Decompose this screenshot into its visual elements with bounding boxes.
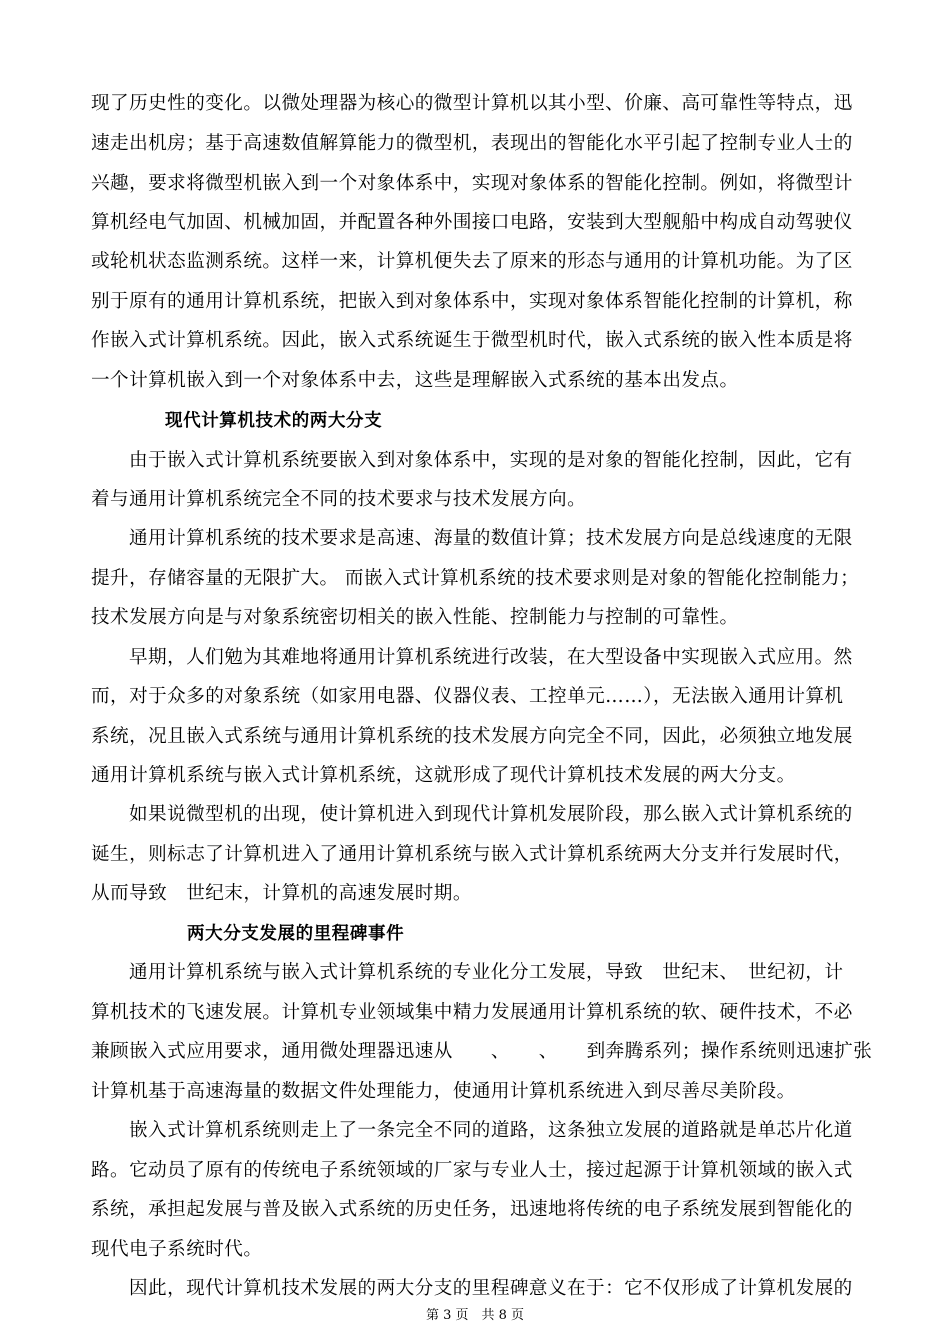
text-line: 兼顾嵌入式应用要求，通用微处理器迅速从 、 、 到奔腾系列；操作系统则迅速扩张	[91, 1041, 873, 1062]
text-line: 或轮机状态监测系统。这样一来，计算机便失去了原来的形态与通用的计算机功能。为了区	[91, 251, 853, 272]
text-line: 算机经电气加固、机械加固，并配置各种外围接口电路，安装到大型舰船中构成自动驾驶仪	[91, 212, 853, 233]
text-line: 如果说微型机的出现，使计算机进入到现代计算机发展阶段，那么嵌入式计算机系统的	[129, 804, 853, 825]
text-line: 从而导致 世纪末，计算机的高速发展时期。	[91, 883, 472, 904]
section-heading: 现代计算机技术的两大分支	[165, 411, 383, 431]
text-line: 系统，况且嵌入式系统与通用计算机系统的技术发展方向完全不同，因此，必须独立地发展	[91, 726, 853, 747]
text-line: 计算机基于高速海量的数据文件处理能力，使通用计算机系统进入到尽善尽美阶段。	[91, 1081, 796, 1102]
text-line: 诞生，则标志了计算机进入了通用计算机系统与嵌入式计算机系统两大分支并行发展时代，	[91, 844, 853, 865]
section-heading: 两大分支发展的里程碑事件	[187, 924, 405, 944]
text-line: 现了历史性的变化。以微处理器为核心的微型计算机以其小型、价廉、高可靠性等特点，迅	[91, 93, 853, 114]
text-line: 通用计算机系统与嵌入式计算机系统的专业化分工发展，导致 世纪末、 世纪初，计	[129, 962, 844, 983]
text-line: 路。它动员了原有的传统电子系统领域的厂家与专业人士，接过起源于计算机领域的嵌入式	[91, 1160, 853, 1181]
text-line: 嵌入式计算机系统则走上了一条完全不同的道路，这条独立发展的道路就是单芯片化道	[129, 1120, 853, 1141]
text-line: 提升，存储容量的无限扩大。 而嵌入式计算机系统的技术要求则是对象的智能化控制能力；	[91, 568, 860, 589]
text-line: 速走出机房；基于高速数值解算能力的微型机，表现出的智能化水平引起了控制专业人士的	[91, 133, 853, 154]
text-line: 通用计算机系统与嵌入式计算机系统，这就形成了现代计算机技术发展的两大分支。	[91, 765, 796, 786]
text-line: 着与通用计算机系统完全不同的技术要求与技术发展方向。	[91, 489, 587, 510]
text-line: 算机技术的飞速发展。计算机专业领域集中精力发展通用计算机系统的软、硬件技术，不必	[91, 1002, 853, 1023]
text-line: 由于嵌入式计算机系统要嵌入到对象体系中，实现的是对象的智能化控制，因此，它有	[129, 450, 853, 471]
text-line: 一个计算机嵌入到一个对象体系中去，这些是理解嵌入式系统的基本出发点。	[91, 370, 739, 391]
text-line: 系统，承担起发展与普及嵌入式系统的历史任务，迅速地将传统的电子系统发展到智能化的	[91, 1199, 853, 1220]
text-line: 兴趣，要求将微型机嵌入到一个对象体系中，实现对象体系的智能化控制。例如，将微型计	[91, 173, 853, 194]
text-line: 作嵌入式计算机系统。因此，嵌入式系统诞生于微型机时代，嵌入式系统的嵌入性本质是将	[91, 330, 853, 351]
text-line: 而，对于众多的对象系统（如家用电器、仪器仪表、工控单元……），无法嵌入通用计算机	[91, 686, 844, 707]
text-line: 早期，人们勉为其难地将通用计算机系统进行改装，在大型设备中实现嵌入式应用。然	[129, 647, 853, 668]
text-line: 现代电子系统时代。	[91, 1239, 263, 1260]
text-line: 因此，现代计算机技术发展的两大分支的里程碑意义在于：它不仅形成了计算机发展的	[129, 1278, 853, 1299]
text-line: 技术发展方向是与对象系统密切相关的嵌入性能、控制能力与控制的可靠性。	[91, 607, 739, 628]
text-line: 别于原有的通用计算机系统，把嵌入到对象体系中，实现对象体系智能化控制的计算机，称	[91, 291, 853, 312]
page-number: 第 3 页 共 8 页	[425, 1308, 525, 1323]
text-line: 通用计算机系统的技术要求是高速、海量的数值计算；技术发展方向是总线速度的无限	[129, 528, 853, 549]
